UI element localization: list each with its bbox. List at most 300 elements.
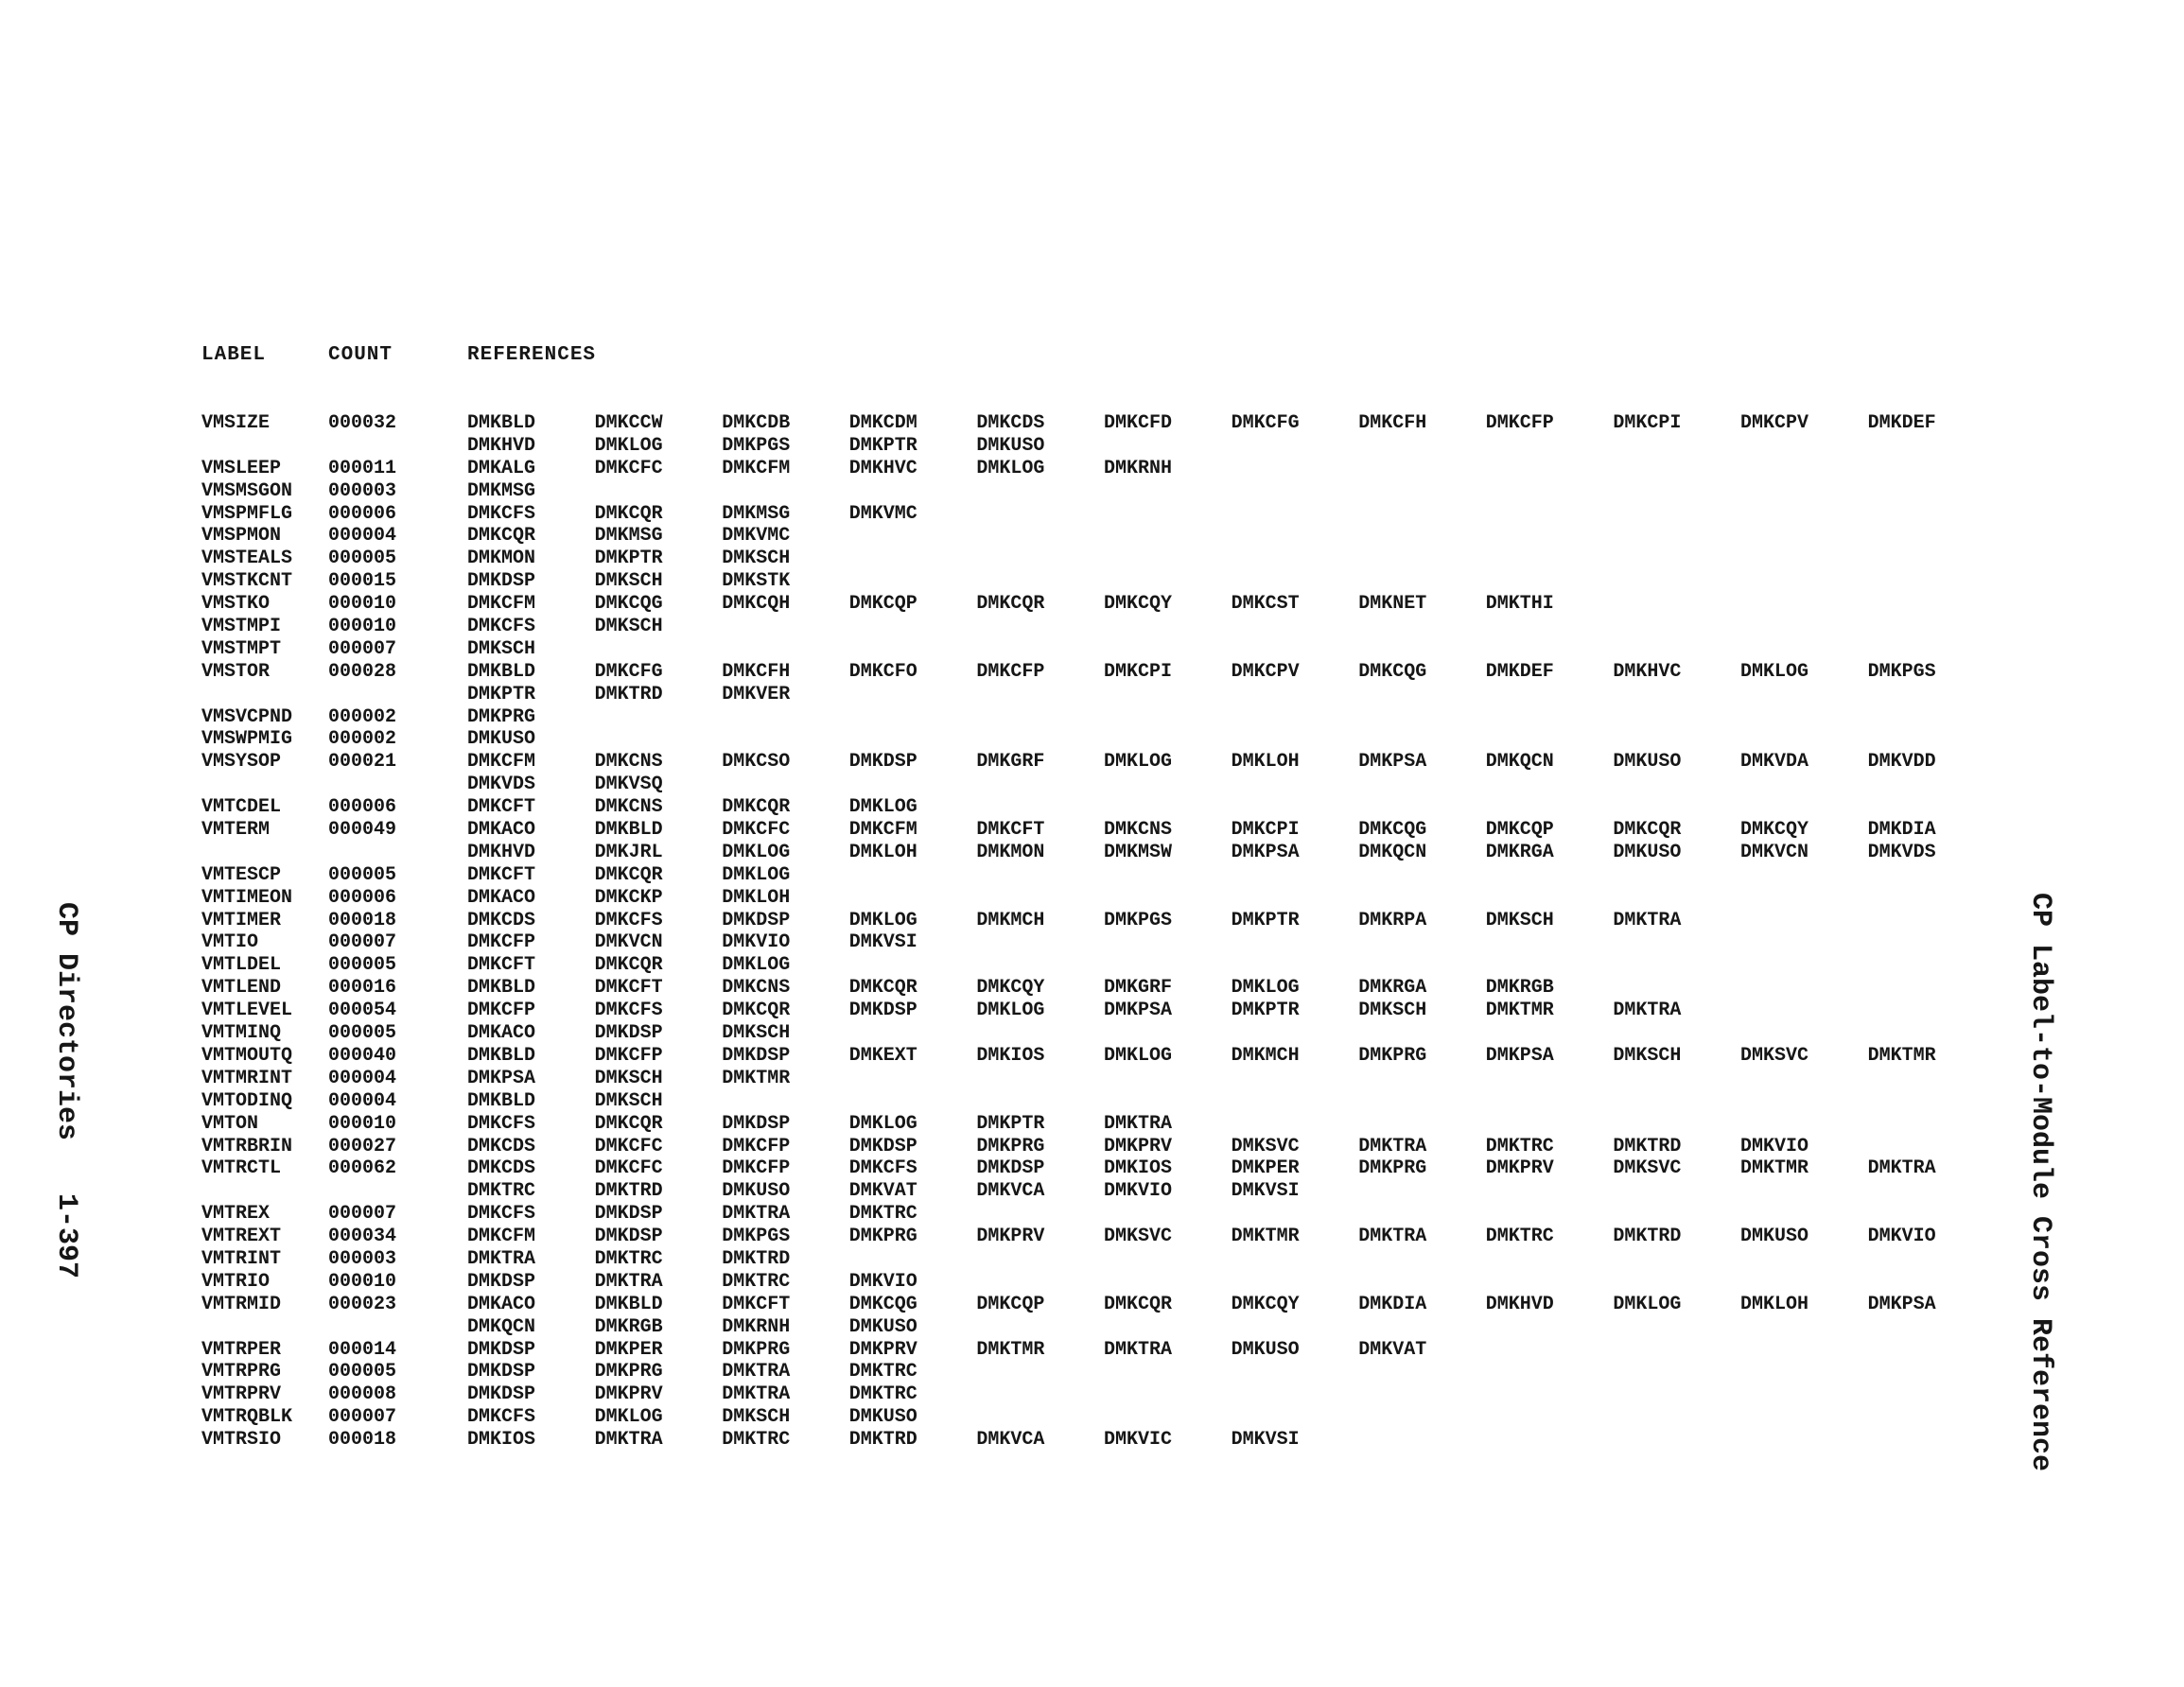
module-reference: DMKPSA: [1867, 1293, 1936, 1315]
module-reference: DMKSVC: [1613, 1157, 1682, 1180]
module-reference: DMKCFP: [594, 1044, 663, 1067]
module-reference: DMKPSA: [1485, 1044, 1554, 1067]
module-reference: DMKUSO: [1613, 841, 1682, 863]
table-row: [201, 1429, 1999, 1452]
row-label: VMSTMPI: [201, 616, 282, 638]
row-count: 000016: [328, 977, 397, 1000]
module-reference: DMKBLD: [594, 819, 663, 842]
module-reference: DMKVCA: [976, 1180, 1045, 1203]
module-reference: DMKDSP: [848, 751, 917, 774]
table-row: [201, 1248, 1999, 1271]
module-reference: DMKPTR: [594, 548, 663, 570]
module-reference: DMKDSP: [594, 1226, 663, 1248]
row-count: 000010: [328, 593, 397, 616]
module-reference: DMKCQR: [594, 1112, 663, 1135]
module-reference: DMKCFH: [722, 660, 791, 683]
row-count: 000005: [328, 548, 397, 570]
row-count: 000002: [328, 705, 397, 728]
module-reference: DMKPRV: [1104, 1135, 1173, 1157]
module-reference: DMKCFT: [722, 1293, 791, 1315]
module-reference: DMKVCN: [594, 931, 663, 954]
module-reference: DMKTRA: [722, 1383, 791, 1406]
module-reference: DMKPGS: [722, 434, 791, 457]
module-reference: DMKACO: [467, 1022, 536, 1045]
table-row: [201, 1068, 1999, 1090]
module-reference: DMKSCH: [722, 1406, 791, 1429]
row-count: 000005: [328, 1361, 397, 1383]
module-reference: DMKHVD: [467, 434, 536, 457]
module-reference: DMKTRD: [1613, 1135, 1682, 1157]
table-row: [201, 1045, 1999, 1068]
module-reference: DMKCSO: [722, 751, 791, 774]
module-reference: DMKTRA: [1104, 1112, 1173, 1135]
module-reference: DMKCFS: [848, 1157, 917, 1180]
row-count: 000018: [328, 909, 397, 931]
module-reference: DMKTRA: [722, 1361, 791, 1383]
row-count: 000005: [328, 954, 397, 977]
row-label: VMTESCP: [201, 863, 282, 886]
table-row: [201, 977, 1999, 1000]
table-row: [201, 1361, 1999, 1383]
row-count: 000018: [328, 1429, 397, 1452]
column-header-references: REFERENCES: [467, 344, 597, 366]
table-row: [201, 931, 1999, 954]
module-reference: DMKTRC: [1485, 1135, 1554, 1157]
row-label: VMTLEVEL: [201, 1000, 293, 1022]
module-reference: DMKCFS: [594, 1000, 663, 1022]
module-reference: DMKPTR: [848, 434, 917, 457]
module-reference: DMKDSP: [594, 1022, 663, 1045]
module-reference: DMKCDS: [467, 1157, 536, 1180]
module-reference: DMKALG: [467, 457, 536, 479]
module-reference: DMKRGB: [1485, 977, 1554, 1000]
module-reference: DMKLOH: [1231, 751, 1300, 774]
module-reference: DMKSCH: [722, 1022, 791, 1045]
module-reference: DMKCNS: [594, 796, 663, 819]
module-reference: DMKDSP: [848, 1000, 917, 1022]
module-reference: DMKUSO: [976, 434, 1045, 457]
module-reference: DMKDSP: [467, 1270, 536, 1293]
module-reference: DMKIOS: [1104, 1157, 1173, 1180]
row-count: 000005: [328, 1022, 397, 1045]
module-reference: DMKPGS: [1104, 909, 1173, 931]
module-reference: DMKTMR: [1231, 1226, 1300, 1248]
row-label: VMTMOUTQ: [201, 1044, 293, 1067]
module-reference: DMKLOG: [1104, 751, 1173, 774]
module-reference: DMKLOG: [594, 1406, 663, 1429]
module-reference: DMKPTR: [1231, 1000, 1300, 1022]
module-reference: DMKDSP: [594, 1203, 663, 1226]
module-reference: DMKCQP: [1485, 819, 1554, 842]
module-reference: DMKSTK: [722, 570, 791, 593]
row-label: VMSTOR: [201, 660, 271, 683]
module-reference: DMKACO: [467, 819, 536, 842]
module-reference: DMKTRD: [848, 1429, 917, 1452]
module-reference: DMKRPA: [1358, 909, 1427, 931]
row-count: 000004: [328, 1067, 397, 1089]
module-reference: DMKCFS: [467, 1203, 536, 1226]
module-reference: DMKCQH: [722, 593, 791, 616]
module-reference: DMKACO: [467, 886, 536, 909]
cross-reference-table: [201, 412, 1999, 1452]
row-label: VMTIO: [201, 931, 259, 954]
table-row: [201, 1316, 1999, 1339]
chapter-title: CP Label-to-Module Cross Reference: [2024, 892, 2056, 1472]
module-reference: DMKLOG: [848, 1112, 917, 1135]
row-count: 000004: [328, 525, 397, 548]
row-label: VMTLEND: [201, 977, 282, 1000]
module-reference: DMKMSG: [467, 479, 536, 502]
module-reference: DMKRNH: [1104, 457, 1173, 479]
module-reference: DMKMSW: [1104, 841, 1173, 863]
module-reference: DMKUSO: [1740, 1226, 1809, 1248]
module-reference: DMKMCH: [976, 909, 1045, 931]
module-reference: DMKCQR: [594, 954, 663, 977]
module-reference: DMKCFM: [467, 751, 536, 774]
module-reference: DMKSVC: [1104, 1226, 1173, 1248]
module-reference: DMKTRA: [1104, 1338, 1173, 1361]
module-reference: DMKVSI: [1231, 1180, 1300, 1203]
table-row: [201, 435, 1999, 458]
module-reference: DMKCQP: [976, 1293, 1045, 1315]
module-reference: DMKDSP: [722, 909, 791, 931]
module-reference: DMKCNS: [1104, 819, 1173, 842]
module-reference: DMKCFM: [848, 819, 917, 842]
module-reference: DMKUSO: [848, 1406, 917, 1429]
module-reference: DMKPRV: [976, 1226, 1045, 1248]
module-reference: DMKMSG: [722, 502, 791, 525]
module-reference: DMKCQG: [1358, 660, 1427, 683]
row-label: VMTODINQ: [201, 1089, 293, 1112]
module-reference: DMKTRC: [848, 1361, 917, 1383]
module-reference: DMKPER: [1231, 1157, 1300, 1180]
module-reference: DMKTRC: [722, 1270, 791, 1293]
module-reference: DMKUSO: [1231, 1338, 1300, 1361]
module-reference: DMKGRF: [976, 751, 1045, 774]
module-reference: DMKCQY: [1231, 1293, 1300, 1315]
module-reference: DMKHVD: [1485, 1293, 1554, 1315]
module-reference: DMKDSP: [848, 1135, 917, 1157]
module-reference: DMKVDD: [1867, 751, 1936, 774]
module-reference: DMKDIA: [1358, 1293, 1427, 1315]
module-reference: DMKHVC: [848, 457, 917, 479]
module-reference: DMKEXT: [848, 1044, 917, 1067]
module-reference: DMKPRG: [722, 1338, 791, 1361]
module-reference: DMKVAT: [848, 1180, 917, 1203]
module-reference: DMKPER: [594, 1338, 663, 1361]
module-reference: DMKVIO: [722, 931, 791, 954]
row-count: 000015: [328, 570, 397, 593]
module-reference: DMKCFT: [467, 863, 536, 886]
module-reference: DMKVIC: [1104, 1429, 1173, 1452]
table-row: [201, 1022, 1999, 1045]
module-reference: DMKBLD: [467, 977, 536, 1000]
module-reference: DMKTMR: [1740, 1157, 1809, 1180]
module-reference: DMKMSG: [594, 525, 663, 548]
table-row: [201, 706, 1999, 729]
table-row: [201, 1000, 1999, 1022]
module-reference: DMKTRC: [848, 1203, 917, 1226]
module-reference: DMKLOG: [594, 434, 663, 457]
row-count: 000006: [328, 502, 397, 525]
row-count: 000049: [328, 819, 397, 842]
row-count: 000003: [328, 1247, 397, 1270]
module-reference: DMKSCH: [594, 1067, 663, 1089]
module-reference: DMKCFS: [467, 502, 536, 525]
module-reference: DMKCPV: [1740, 412, 1809, 434]
module-reference: DMKNET: [1358, 593, 1427, 616]
module-reference: DMKCST: [1231, 593, 1300, 616]
table-row: [201, 819, 1999, 842]
module-reference: DMKTRA: [1613, 1000, 1682, 1022]
module-reference: DMKPRV: [1485, 1157, 1554, 1180]
module-reference: DMKDSP: [722, 1112, 791, 1135]
module-reference: DMKDEF: [1867, 412, 1936, 434]
table-row: [201, 593, 1999, 616]
module-reference: DMKPRG: [594, 1361, 663, 1383]
module-reference: DMKDSP: [467, 1383, 536, 1406]
row-label: VMTRPRV: [201, 1383, 282, 1406]
module-reference: DMKDSP: [467, 1338, 536, 1361]
module-reference: DMKPRG: [1358, 1044, 1427, 1067]
row-label: VMSTEALS: [201, 548, 293, 570]
row-count: 000010: [328, 616, 397, 638]
module-reference: DMKRGA: [1485, 841, 1554, 863]
module-reference: DMKMON: [467, 548, 536, 570]
table-row: [201, 1136, 1999, 1158]
module-reference: DMKVIO: [1867, 1226, 1936, 1248]
module-reference: DMKIOS: [467, 1429, 536, 1452]
module-reference: DMKCQY: [976, 977, 1045, 1000]
row-label: VMTIMER: [201, 909, 282, 931]
module-reference: DMKHVC: [1613, 660, 1682, 683]
module-reference: DMKCNS: [594, 751, 663, 774]
module-reference: DMKLOG: [722, 954, 791, 977]
table-row: [201, 684, 1999, 706]
module-reference: DMKTRC: [848, 1383, 917, 1406]
module-reference: DMKVSI: [1231, 1429, 1300, 1452]
row-count: 000032: [328, 412, 397, 434]
module-reference: DMKTRA: [594, 1270, 663, 1293]
table-row: [201, 1294, 1999, 1316]
module-reference: DMKCFM: [722, 457, 791, 479]
module-reference: DMKTRA: [1613, 909, 1682, 931]
module-reference: DMKCQG: [594, 593, 663, 616]
module-reference: DMKLOG: [1231, 977, 1300, 1000]
module-reference: DMKCQR: [976, 593, 1045, 616]
column-header-label: LABEL: [201, 344, 267, 366]
module-reference: DMKPRG: [848, 1226, 917, 1248]
module-reference: DMKCFP: [722, 1135, 791, 1157]
row-label: VMSTKO: [201, 593, 271, 616]
module-reference: DMKCDB: [722, 412, 791, 434]
module-reference: DMKCQG: [1358, 819, 1427, 842]
row-count: 000005: [328, 863, 397, 886]
module-reference: DMKCFG: [594, 660, 663, 683]
row-count: 000040: [328, 1044, 397, 1067]
module-reference: DMKCKP: [594, 886, 663, 909]
module-reference: DMKVMC: [848, 502, 917, 525]
row-label: VMTREXT: [201, 1226, 282, 1248]
module-reference: DMKLOG: [1104, 1044, 1173, 1067]
module-reference: DMKVCN: [1740, 841, 1809, 863]
module-reference: DMKTRA: [722, 1203, 791, 1226]
module-reference: DMKRNH: [722, 1315, 791, 1338]
row-label: VMTCDEL: [201, 796, 282, 819]
table-row: [201, 774, 1999, 796]
row-label: VMTRBRIN: [201, 1135, 293, 1157]
module-reference: DMKBLD: [467, 1044, 536, 1067]
row-count: 000028: [328, 660, 397, 683]
module-reference: DMKCQR: [1613, 819, 1682, 842]
module-reference: DMKVDS: [1867, 841, 1936, 863]
table-row: [201, 548, 1999, 570]
module-reference: DMKUSO: [467, 728, 536, 751]
row-count: 000007: [328, 637, 397, 660]
row-count: 000021: [328, 751, 397, 774]
row-count: 000023: [328, 1293, 397, 1315]
module-reference: DMKLOG: [848, 796, 917, 819]
row-count: 000003: [328, 479, 397, 502]
module-reference: DMKPSA: [1104, 1000, 1173, 1022]
module-reference: DMKUSO: [1613, 751, 1682, 774]
module-reference: DMKRGA: [1358, 977, 1427, 1000]
module-reference: DMKDSP: [467, 1361, 536, 1383]
side-caption-right: [2024, 893, 2056, 1471]
module-reference: DMKCFC: [594, 1135, 663, 1157]
module-reference: DMKTRA: [594, 1429, 663, 1452]
module-reference: DMKCFP: [976, 660, 1045, 683]
module-reference: DMKCFM: [467, 593, 536, 616]
row-label: VMTLDEL: [201, 954, 282, 977]
row-count: 000007: [328, 1406, 397, 1429]
module-reference: DMKTRA: [467, 1247, 536, 1270]
module-reference: DMKPGS: [1867, 660, 1936, 683]
table-row: [201, 1383, 1999, 1406]
table-row: [201, 864, 1999, 887]
module-reference: DMKCQY: [1104, 593, 1173, 616]
module-reference: DMKLOG: [1613, 1293, 1682, 1315]
module-reference: DMKPRG: [976, 1135, 1045, 1157]
table-row: [201, 842, 1999, 864]
row-count: 000010: [328, 1270, 397, 1293]
module-reference: DMKCFS: [594, 909, 663, 931]
module-reference: DMKPTR: [467, 683, 536, 705]
module-reference: DMKQCN: [1358, 841, 1427, 863]
module-reference: DMKTRC: [594, 1247, 663, 1270]
module-reference: DMKCFD: [1104, 412, 1173, 434]
table-row: [201, 503, 1999, 526]
module-reference: DMKDSP: [467, 570, 536, 593]
row-label: VMTMINQ: [201, 1022, 282, 1045]
row-label: VMTRSIO: [201, 1429, 282, 1452]
row-label: VMSTMPT: [201, 637, 282, 660]
row-label: VMSWPMIG: [201, 728, 293, 751]
table-row: [201, 458, 1999, 480]
module-reference: DMKSVC: [1740, 1044, 1809, 1067]
module-reference: DMKVER: [722, 683, 791, 705]
module-reference: DMKLOG: [848, 909, 917, 931]
table-row: [201, 1226, 1999, 1248]
row-count: 000034: [328, 1226, 397, 1248]
row-label: VMSLEEP: [201, 457, 282, 479]
module-reference: DMKPRV: [848, 1338, 917, 1361]
module-reference: DMKVIO: [1104, 1180, 1173, 1203]
module-reference: DMKTRD: [1613, 1226, 1682, 1248]
module-reference: DMKCDS: [976, 412, 1045, 434]
row-label: VMTRMID: [201, 1293, 282, 1315]
module-reference: DMKDSP: [722, 1044, 791, 1067]
module-reference: DMKCFT: [976, 819, 1045, 842]
module-reference: DMKCFG: [1231, 412, 1300, 434]
module-reference: DMKVIO: [848, 1270, 917, 1293]
module-reference: DMKLOG: [722, 841, 791, 863]
row-label: VMTREX: [201, 1203, 271, 1226]
row-label: VMTERM: [201, 819, 271, 842]
module-reference: DMKCFP: [467, 1000, 536, 1022]
module-reference: DMKDIA: [1867, 819, 1936, 842]
module-reference: DMKBLD: [467, 1089, 536, 1112]
row-label: VMTRPRG: [201, 1361, 282, 1383]
table-row: [201, 1271, 1999, 1294]
row-count: 000014: [328, 1338, 397, 1361]
module-reference: DMKCPI: [1104, 660, 1173, 683]
module-reference: DMKCQR: [722, 1000, 791, 1022]
table-row: [201, 1339, 1999, 1362]
module-reference: DMKTMR: [1867, 1044, 1936, 1067]
row-label: VMTIMEON: [201, 886, 293, 909]
table-row: [201, 480, 1999, 503]
table-row: [201, 1090, 1999, 1113]
module-reference: DMKBLD: [467, 660, 536, 683]
module-reference: DMKPTR: [1231, 909, 1300, 931]
table-row: [201, 638, 1999, 661]
table-row: [201, 887, 1999, 910]
row-label: VMSPMFLG: [201, 502, 293, 525]
module-reference: DMKPRG: [1358, 1157, 1427, 1180]
module-reference: DMKQCN: [1485, 751, 1554, 774]
module-reference: DMKHVD: [467, 841, 536, 863]
module-reference: DMKCFS: [467, 616, 536, 638]
module-reference: DMKCFP: [467, 931, 536, 954]
module-reference: DMKLOG: [976, 1000, 1045, 1022]
table-row: [201, 525, 1999, 548]
module-reference: DMKSCH: [1613, 1044, 1682, 1067]
module-reference: DMKCFC: [594, 1157, 663, 1180]
row-label: VMTRQBLK: [201, 1406, 293, 1429]
module-reference: DMKSCH: [594, 616, 663, 638]
module-reference: DMKCFT: [467, 796, 536, 819]
row-count: 000007: [328, 1203, 397, 1226]
module-reference: DMKCQY: [1740, 819, 1809, 842]
module-reference: DMKLOH: [722, 886, 791, 909]
module-reference: DMKCQR: [594, 863, 663, 886]
module-reference: DMKJRL: [594, 841, 663, 863]
module-reference: DMKCFM: [467, 1226, 536, 1248]
module-reference: DMKCNS: [722, 977, 791, 1000]
module-reference: DMKCQG: [848, 1293, 917, 1315]
module-reference: DMKCFT: [594, 977, 663, 1000]
module-reference: DMKCDS: [467, 1135, 536, 1157]
module-reference: DMKCQR: [1104, 1293, 1173, 1315]
row-count: 000010: [328, 1112, 397, 1135]
module-reference: DMKLOG: [1740, 660, 1809, 683]
table-row: [201, 570, 1999, 593]
module-reference: DMKPTR: [976, 1112, 1045, 1135]
module-reference: DMKVCA: [976, 1429, 1045, 1452]
module-reference: DMKSCH: [594, 1089, 663, 1112]
module-reference: DMKCDS: [467, 909, 536, 931]
